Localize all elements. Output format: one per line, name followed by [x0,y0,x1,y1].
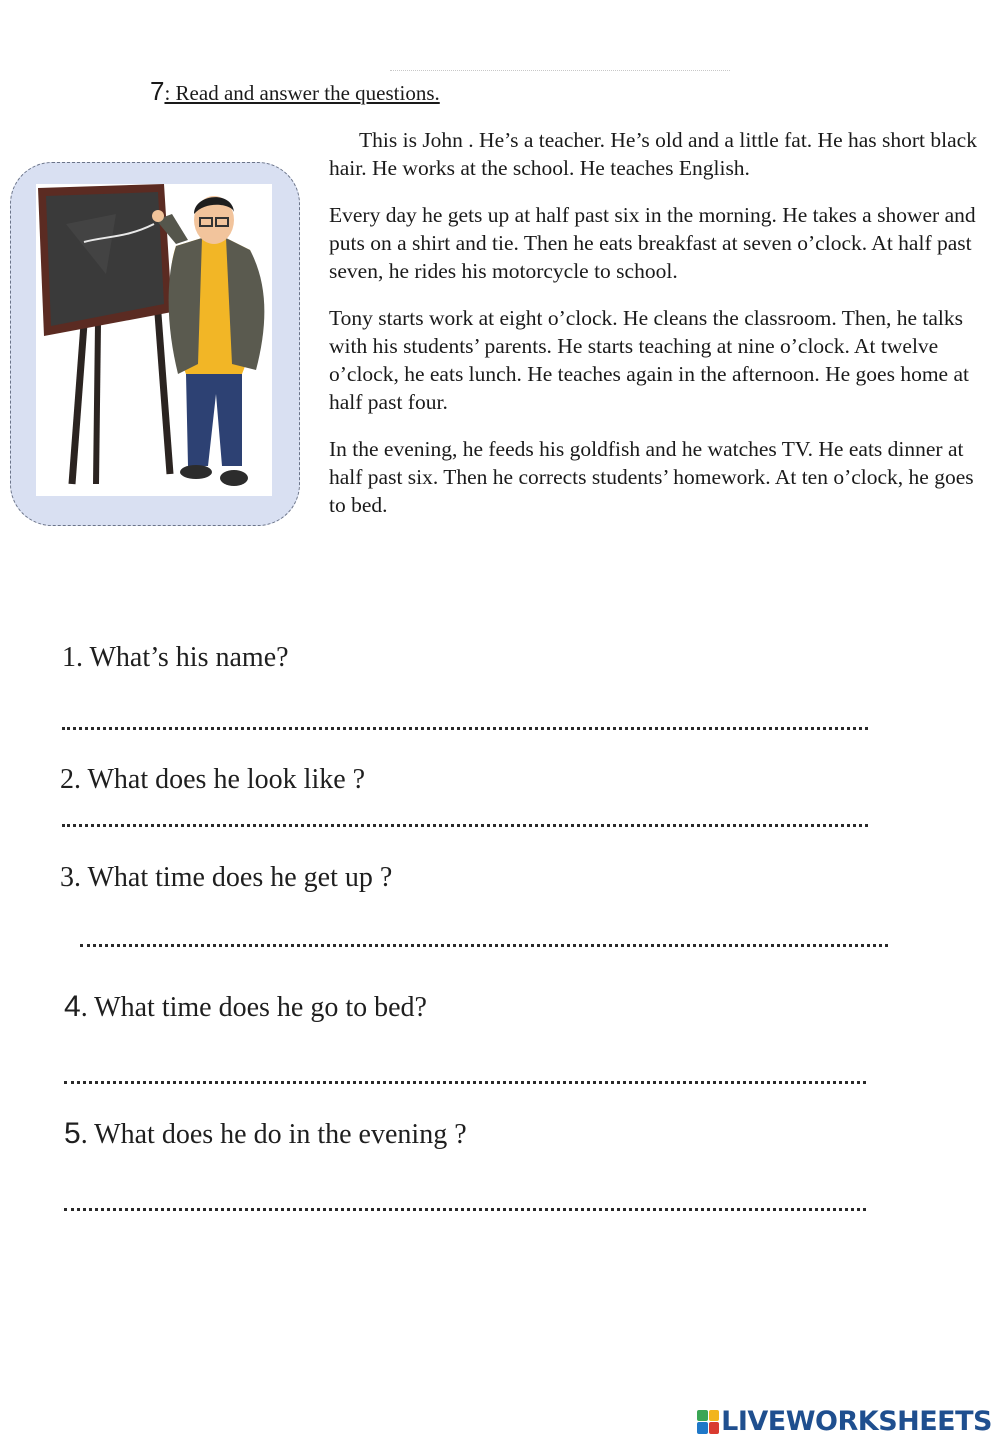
passage-paragraph-1: This is John . He’s a teacher. He’s old and a little fat. He has short black hair. He works at the school. He teaches English. [329,128,977,180]
teacher-chalkboard-image [36,184,272,496]
question-1-text: What’s his name? [83,642,289,673]
question-4-text: . What time does he go to bed? [80,992,427,1023]
question-2-text: What does he look like ? [81,764,366,795]
question-2-number: 2. [60,764,81,795]
answer-input-2[interactable] [62,792,872,828]
question-5-number: 5 [64,1117,81,1150]
question-3 [60,862,392,894]
reading-passage [329,126,979,538]
answer-input-1[interactable] [62,694,872,730]
answer-input-4[interactable] [64,1048,870,1084]
answer-input-3[interactable] [80,911,892,947]
question-1-number: 1. [62,642,83,673]
passage-paragraph-4: In the evening, he feeds his goldfish and he watches TV. He eats dinner at half past six. Then he corrects students’ homework. At ten o’clock, he goes to bed. [329,437,974,517]
question-1 [62,642,289,674]
question-3-text: What time does he get up ? [81,862,393,893]
question-4 [64,990,427,1024]
exercise-heading [150,76,440,107]
liveworksheets-brand [697,1406,992,1437]
teacher-illustration [36,184,272,496]
passage-paragraph-3: Tony starts work at eight o’clock. He cleans the classroom. Then, he talks with his students’ parents. He starts teaching at nine o’clock. At twelve o’clock, he eats lunch. He teaches again in the afternoon. He goes home at half past four. [329,306,969,414]
question-5 [64,1117,467,1151]
answer-input-5[interactable] [64,1175,870,1211]
exercise-number: 7 [150,76,165,106]
question-4-number: 4 [64,990,81,1023]
liveworksheets-logo-icon [697,1410,719,1434]
passage-paragraph-2: Every day he gets up at half past six in the morning. He takes a shower and puts on a shirt and tie. Then he eats breakfast at seven o’clock. At half past seven, he rides his motorcycle to school. [329,203,976,283]
top-divider [390,70,730,71]
brand-wordmark: LIVEWORKSHEETS [721,1406,992,1437]
exercise-instruction: : Read and answer the questions. [164,81,440,105]
question-3-number: 3. [60,862,81,893]
question-5-text: . What does he do in the evening ? [80,1119,467,1150]
